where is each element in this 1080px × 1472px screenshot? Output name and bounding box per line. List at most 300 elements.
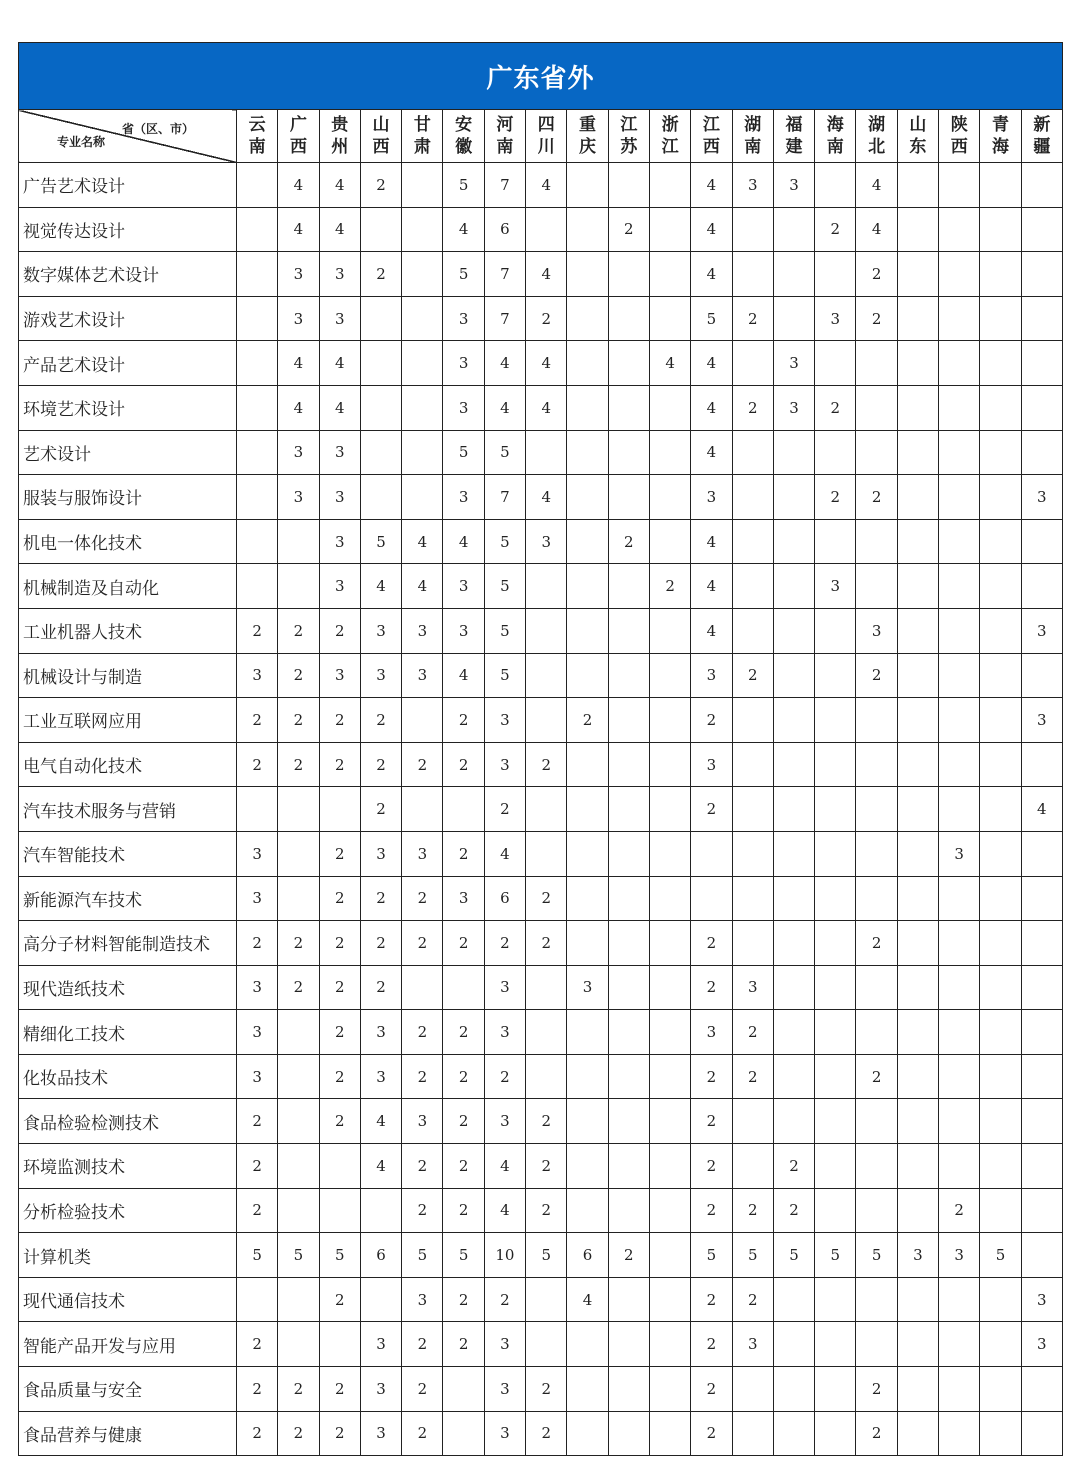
quota-cell bbox=[939, 564, 980, 609]
quota-cell bbox=[278, 1099, 319, 1144]
quota-cell: 2 bbox=[443, 1144, 484, 1189]
quota-cell: 3 bbox=[360, 1367, 401, 1412]
quota-cell bbox=[1021, 385, 1062, 430]
quota-cell: 2 bbox=[691, 1188, 732, 1233]
quota-cell: 2 bbox=[856, 1411, 897, 1456]
quota-cell bbox=[856, 787, 897, 832]
quota-cell bbox=[939, 1277, 980, 1322]
quota-cell: 6 bbox=[484, 876, 525, 921]
major-name-cell: 机械制造及自动化 bbox=[19, 564, 237, 609]
quota-cell bbox=[278, 519, 319, 564]
province-header-char: 北 bbox=[868, 137, 886, 157]
quota-cell bbox=[360, 341, 401, 386]
quota-cell bbox=[1021, 876, 1062, 921]
quota-cell: 3 bbox=[1021, 608, 1062, 653]
quota-cell bbox=[939, 430, 980, 475]
quota-cell: 4 bbox=[360, 1144, 401, 1189]
quota-cell bbox=[402, 698, 443, 743]
major-name-cell: 食品检验检测技术 bbox=[19, 1099, 237, 1144]
quota-cell bbox=[526, 608, 567, 653]
quota-cell bbox=[443, 965, 484, 1010]
quota-cell: 2 bbox=[237, 1411, 278, 1456]
quota-cell bbox=[897, 1010, 938, 1055]
quota-cell: 5 bbox=[484, 608, 525, 653]
table-title: 广东省外 bbox=[19, 43, 1063, 110]
quota-cell: 4 bbox=[691, 519, 732, 564]
quota-cell bbox=[980, 341, 1021, 386]
quota-cell: 2 bbox=[691, 921, 732, 966]
quota-cell bbox=[856, 385, 897, 430]
table-row bbox=[19, 519, 1063, 564]
quota-cell bbox=[649, 475, 690, 520]
major-name-cell: 游戏艺术设计 bbox=[19, 296, 237, 341]
major-name-cell: 现代通信技术 bbox=[19, 1277, 237, 1322]
quota-cell bbox=[649, 1010, 690, 1055]
quota-cell: 2 bbox=[773, 1144, 814, 1189]
quota-cell bbox=[1021, 296, 1062, 341]
quota-cell bbox=[1021, 653, 1062, 698]
quota-cell bbox=[980, 564, 1021, 609]
quota-cell: 2 bbox=[319, 1367, 360, 1412]
quota-cell bbox=[980, 1054, 1021, 1099]
quota-cell: 3 bbox=[237, 653, 278, 698]
quota-cell: 2 bbox=[608, 1233, 649, 1278]
quota-cell: 3 bbox=[402, 1099, 443, 1144]
major-name-cell: 工业机器人技术 bbox=[19, 608, 237, 653]
quota-cell: 2 bbox=[691, 1277, 732, 1322]
quota-cell bbox=[815, 252, 856, 297]
quota-cell: 5 bbox=[484, 430, 525, 475]
quota-cell: 3 bbox=[360, 653, 401, 698]
quota-cell bbox=[1021, 1411, 1062, 1456]
quota-cell bbox=[360, 207, 401, 252]
province-header-char: 徽 bbox=[455, 137, 473, 157]
quota-cell bbox=[939, 296, 980, 341]
quota-cell: 2 bbox=[360, 163, 401, 208]
province-header bbox=[939, 110, 980, 163]
province-header-char: 苏 bbox=[620, 137, 638, 157]
quota-cell bbox=[1021, 519, 1062, 564]
quota-cell bbox=[649, 876, 690, 921]
quota-cell bbox=[732, 564, 773, 609]
quota-cell: 2 bbox=[526, 876, 567, 921]
table-row bbox=[19, 831, 1063, 876]
quota-cell bbox=[815, 787, 856, 832]
quota-cell: 4 bbox=[360, 564, 401, 609]
quota-cell bbox=[691, 876, 732, 921]
quota-cell bbox=[897, 1367, 938, 1412]
quota-cell bbox=[526, 564, 567, 609]
quota-cell: 2 bbox=[402, 1411, 443, 1456]
quota-cell: 3 bbox=[1021, 1322, 1062, 1367]
quota-cell bbox=[897, 653, 938, 698]
quota-cell bbox=[649, 965, 690, 1010]
quota-cell bbox=[897, 207, 938, 252]
quota-cell: 2 bbox=[443, 831, 484, 876]
quota-cell: 5 bbox=[402, 1233, 443, 1278]
quota-cell: 2 bbox=[319, 698, 360, 743]
quota-cell bbox=[567, 831, 608, 876]
quota-cell bbox=[649, 252, 690, 297]
quota-cell: 4 bbox=[1021, 787, 1062, 832]
quota-cell bbox=[732, 787, 773, 832]
quota-cell: 2 bbox=[732, 1010, 773, 1055]
quota-cell: 3 bbox=[443, 475, 484, 520]
quota-cell bbox=[526, 1054, 567, 1099]
province-header bbox=[319, 110, 360, 163]
table-row bbox=[19, 252, 1063, 297]
quota-cell bbox=[608, 296, 649, 341]
quota-cell: 3 bbox=[360, 831, 401, 876]
quota-cell: 2 bbox=[815, 207, 856, 252]
quota-cell bbox=[732, 1411, 773, 1456]
quota-cell bbox=[773, 965, 814, 1010]
quota-cell bbox=[897, 475, 938, 520]
quota-cell bbox=[856, 1322, 897, 1367]
table-row bbox=[19, 1188, 1063, 1233]
province-header-char: 南 bbox=[826, 137, 844, 157]
quota-cell: 7 bbox=[484, 296, 525, 341]
quota-cell bbox=[815, 1099, 856, 1144]
quota-cell bbox=[856, 519, 897, 564]
quota-cell bbox=[773, 1322, 814, 1367]
table-row bbox=[19, 1054, 1063, 1099]
quota-cell: 3 bbox=[1021, 1277, 1062, 1322]
quota-cell bbox=[360, 296, 401, 341]
quota-cell: 6 bbox=[360, 1233, 401, 1278]
quota-cell bbox=[402, 163, 443, 208]
quota-cell bbox=[980, 876, 1021, 921]
quota-cell bbox=[649, 698, 690, 743]
quota-cell: 2 bbox=[237, 1367, 278, 1412]
quota-cell bbox=[567, 1411, 608, 1456]
quota-cell: 2 bbox=[319, 608, 360, 653]
quota-cell bbox=[856, 876, 897, 921]
major-name-cell: 广告艺术设计 bbox=[19, 163, 237, 208]
quota-cell: 2 bbox=[608, 519, 649, 564]
quota-cell bbox=[815, 831, 856, 876]
quota-cell: 3 bbox=[237, 1054, 278, 1099]
quota-cell bbox=[939, 341, 980, 386]
quota-cell: 5 bbox=[484, 519, 525, 564]
quota-cell bbox=[939, 1010, 980, 1055]
quota-cell bbox=[608, 787, 649, 832]
quota-cell bbox=[897, 430, 938, 475]
quota-cell bbox=[773, 1277, 814, 1322]
table-row bbox=[19, 296, 1063, 341]
quota-cell: 2 bbox=[237, 1144, 278, 1189]
quota-cell: 3 bbox=[237, 831, 278, 876]
quota-cell: 4 bbox=[691, 430, 732, 475]
quota-cell: 3 bbox=[237, 1010, 278, 1055]
province-header bbox=[1021, 110, 1062, 163]
quota-cell bbox=[402, 207, 443, 252]
quota-cell bbox=[567, 519, 608, 564]
quota-cell bbox=[897, 519, 938, 564]
quota-cell bbox=[237, 163, 278, 208]
quota-cell: 2 bbox=[443, 1188, 484, 1233]
quota-cell bbox=[1021, 742, 1062, 787]
table-row bbox=[19, 1233, 1063, 1278]
quota-cell: 2 bbox=[237, 698, 278, 743]
quota-cell bbox=[608, 876, 649, 921]
major-name-cell: 分析检验技术 bbox=[19, 1188, 237, 1233]
quota-cell bbox=[856, 1277, 897, 1322]
quota-cell: 5 bbox=[691, 1233, 732, 1278]
quota-cell: 2 bbox=[443, 1054, 484, 1099]
quota-cell: 2 bbox=[608, 207, 649, 252]
province-header bbox=[773, 110, 814, 163]
quota-cell bbox=[939, 519, 980, 564]
quota-cell: 5 bbox=[484, 653, 525, 698]
quota-cell: 2 bbox=[319, 921, 360, 966]
quota-cell: 2 bbox=[237, 742, 278, 787]
quota-cell: 4 bbox=[319, 207, 360, 252]
quota-cell: 2 bbox=[402, 1010, 443, 1055]
quota-cell bbox=[1021, 831, 1062, 876]
quota-cell bbox=[649, 1054, 690, 1099]
quota-cell bbox=[237, 296, 278, 341]
diagonal-header-cell bbox=[19, 110, 237, 163]
quota-cell bbox=[939, 1367, 980, 1412]
table-row bbox=[19, 608, 1063, 653]
province-header bbox=[649, 110, 690, 163]
quota-cell: 3 bbox=[443, 876, 484, 921]
quota-cell bbox=[773, 608, 814, 653]
quota-cell: 10 bbox=[484, 1233, 525, 1278]
quota-cell bbox=[897, 385, 938, 430]
quota-cell: 2 bbox=[278, 921, 319, 966]
quota-cell: 3 bbox=[773, 163, 814, 208]
quota-cell bbox=[360, 430, 401, 475]
quota-cell bbox=[773, 921, 814, 966]
quota-cell bbox=[897, 1277, 938, 1322]
quota-cell: 5 bbox=[856, 1233, 897, 1278]
province-header-char: 云 bbox=[248, 115, 266, 135]
quota-cell: 3 bbox=[815, 564, 856, 609]
quota-cell bbox=[402, 296, 443, 341]
quota-cell bbox=[897, 1054, 938, 1099]
quota-cell bbox=[980, 742, 1021, 787]
quota-cell: 3 bbox=[443, 608, 484, 653]
quota-cell: 2 bbox=[691, 1054, 732, 1099]
table-row bbox=[19, 1010, 1063, 1055]
major-name-cell: 环境艺术设计 bbox=[19, 385, 237, 430]
quota-cell bbox=[1021, 341, 1062, 386]
quota-cell: 3 bbox=[360, 1054, 401, 1099]
quota-cell: 2 bbox=[443, 1010, 484, 1055]
quota-cell: 2 bbox=[526, 1188, 567, 1233]
quota-cell bbox=[815, 430, 856, 475]
quota-cell: 3 bbox=[443, 564, 484, 609]
quota-cell bbox=[567, 787, 608, 832]
quota-cell bbox=[773, 475, 814, 520]
quota-cell bbox=[278, 1188, 319, 1233]
quota-cell bbox=[649, 519, 690, 564]
quota-cell: 3 bbox=[815, 296, 856, 341]
quota-cell: 3 bbox=[443, 341, 484, 386]
province-header-char: 湖 bbox=[868, 115, 886, 135]
quota-cell bbox=[815, 1322, 856, 1367]
major-name-cell: 艺术设计 bbox=[19, 430, 237, 475]
quota-cell bbox=[939, 1144, 980, 1189]
province-header bbox=[980, 110, 1021, 163]
quota-cell bbox=[567, 876, 608, 921]
quota-cell: 2 bbox=[691, 1322, 732, 1367]
province-header-char: 疆 bbox=[1033, 137, 1051, 157]
quota-cell bbox=[939, 876, 980, 921]
quota-cell: 2 bbox=[526, 296, 567, 341]
quota-cell bbox=[649, 1144, 690, 1189]
table-row bbox=[19, 564, 1063, 609]
quota-cell: 2 bbox=[443, 1322, 484, 1367]
quota-cell: 3 bbox=[402, 1277, 443, 1322]
admission-table-container bbox=[18, 42, 1062, 1456]
quota-cell bbox=[237, 207, 278, 252]
quota-cell: 2 bbox=[443, 1277, 484, 1322]
quota-cell: 4 bbox=[526, 385, 567, 430]
quota-cell: 2 bbox=[856, 1367, 897, 1412]
quota-cell bbox=[897, 564, 938, 609]
quota-cell: 4 bbox=[319, 163, 360, 208]
quota-cell: 5 bbox=[980, 1233, 1021, 1278]
quota-cell bbox=[980, 1010, 1021, 1055]
quota-cell: 2 bbox=[402, 1144, 443, 1189]
quota-cell: 3 bbox=[526, 519, 567, 564]
quota-cell bbox=[608, 1367, 649, 1412]
quota-cell: 2 bbox=[484, 921, 525, 966]
table-row bbox=[19, 742, 1063, 787]
quota-cell: 4 bbox=[484, 1188, 525, 1233]
quota-cell: 2 bbox=[360, 742, 401, 787]
quota-cell bbox=[732, 1099, 773, 1144]
province-header-char: 川 bbox=[537, 137, 555, 157]
quota-cell: 3 bbox=[319, 519, 360, 564]
province-axis-label: 省（区、市） bbox=[121, 122, 194, 136]
quota-cell: 2 bbox=[402, 742, 443, 787]
quota-cell bbox=[980, 608, 1021, 653]
quota-cell: 3 bbox=[319, 653, 360, 698]
quota-cell: 3 bbox=[484, 1367, 525, 1412]
quota-cell bbox=[980, 787, 1021, 832]
quota-cell bbox=[815, 1367, 856, 1412]
quota-cell: 2 bbox=[732, 1188, 773, 1233]
province-header-char: 广 bbox=[289, 115, 307, 135]
quota-cell: 4 bbox=[484, 341, 525, 386]
quota-cell: 2 bbox=[443, 742, 484, 787]
quota-cell: 5 bbox=[526, 1233, 567, 1278]
quota-cell: 2 bbox=[278, 965, 319, 1010]
quota-cell bbox=[773, 876, 814, 921]
quota-cell bbox=[278, 564, 319, 609]
quota-cell bbox=[443, 1411, 484, 1456]
quota-cell bbox=[237, 564, 278, 609]
quota-cell: 3 bbox=[402, 653, 443, 698]
quota-cell: 6 bbox=[484, 207, 525, 252]
quota-cell: 2 bbox=[732, 385, 773, 430]
quota-cell bbox=[732, 698, 773, 743]
quota-cell bbox=[980, 1099, 1021, 1144]
quota-cell bbox=[608, 1099, 649, 1144]
quota-cell bbox=[402, 430, 443, 475]
quota-cell: 4 bbox=[402, 519, 443, 564]
quota-cell bbox=[567, 1144, 608, 1189]
quota-cell bbox=[773, 1411, 814, 1456]
province-header-char: 建 bbox=[785, 137, 803, 157]
quota-cell bbox=[526, 430, 567, 475]
province-header-char: 陕 bbox=[950, 115, 968, 135]
quota-cell bbox=[649, 742, 690, 787]
province-header-char: 贵 bbox=[331, 115, 349, 135]
quota-cell: 2 bbox=[691, 1367, 732, 1412]
quota-cell bbox=[939, 698, 980, 743]
quota-cell bbox=[732, 1367, 773, 1412]
quota-cell bbox=[526, 1010, 567, 1055]
quota-cell bbox=[939, 385, 980, 430]
quota-cell: 4 bbox=[319, 385, 360, 430]
quota-cell: 3 bbox=[484, 1099, 525, 1144]
quota-cell bbox=[897, 1188, 938, 1233]
quota-cell: 3 bbox=[319, 252, 360, 297]
quota-cell bbox=[526, 1322, 567, 1367]
quota-cell: 7 bbox=[484, 252, 525, 297]
quota-cell bbox=[897, 698, 938, 743]
quota-cell bbox=[980, 965, 1021, 1010]
quota-cell: 3 bbox=[360, 1411, 401, 1456]
quota-cell bbox=[278, 1144, 319, 1189]
table-row bbox=[19, 653, 1063, 698]
quota-cell: 7 bbox=[484, 163, 525, 208]
quota-cell bbox=[856, 698, 897, 743]
quota-cell: 2 bbox=[815, 385, 856, 430]
province-header bbox=[608, 110, 649, 163]
quota-cell: 3 bbox=[278, 252, 319, 297]
quota-cell: 4 bbox=[526, 341, 567, 386]
quota-cell: 3 bbox=[484, 698, 525, 743]
quota-cell bbox=[1021, 921, 1062, 966]
quota-cell bbox=[567, 341, 608, 386]
quota-cell bbox=[856, 564, 897, 609]
quota-cell bbox=[402, 385, 443, 430]
quota-cell: 2 bbox=[649, 564, 690, 609]
province-header bbox=[691, 110, 732, 163]
quota-cell: 3 bbox=[939, 831, 980, 876]
quota-cell: 3 bbox=[237, 965, 278, 1010]
province-header-char: 江 bbox=[620, 115, 638, 135]
quota-cell: 3 bbox=[360, 1010, 401, 1055]
quota-cell bbox=[567, 1367, 608, 1412]
major-name-cell: 汽车技术服务与营销 bbox=[19, 787, 237, 832]
quota-cell bbox=[402, 341, 443, 386]
table-row bbox=[19, 1411, 1063, 1456]
quota-cell bbox=[773, 519, 814, 564]
quota-cell: 2 bbox=[319, 1411, 360, 1456]
quota-cell bbox=[278, 1010, 319, 1055]
quota-cell: 2 bbox=[856, 252, 897, 297]
quota-cell: 5 bbox=[237, 1233, 278, 1278]
table-row bbox=[19, 1367, 1063, 1412]
table-row bbox=[19, 787, 1063, 832]
province-header-char: 庆 bbox=[579, 137, 597, 157]
quota-cell bbox=[815, 1188, 856, 1233]
quota-cell bbox=[939, 1099, 980, 1144]
table-row bbox=[19, 430, 1063, 475]
quota-cell bbox=[980, 296, 1021, 341]
quota-cell bbox=[732, 341, 773, 386]
quota-cell: 3 bbox=[443, 296, 484, 341]
province-header bbox=[856, 110, 897, 163]
table-row bbox=[19, 965, 1063, 1010]
